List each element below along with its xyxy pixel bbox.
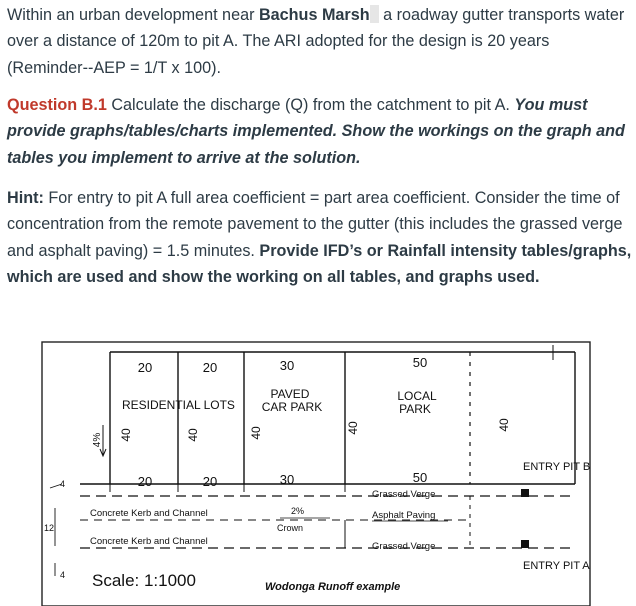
slope-left-label: 4% — [92, 432, 103, 448]
entry-pit-a-label: ENTRY PIT A — [523, 560, 590, 572]
diagram-caption: Wodonga Runoff example — [265, 581, 401, 593]
dim-bottom-3: 30 — [279, 472, 295, 487]
car-park-label: CAR PARK — [261, 400, 323, 414]
dim-bottom-2: 20 — [202, 474, 218, 489]
statement-details: a roadway gutter transports water over a distance of 120m to pit A. The ARI adopted for the design is 20 years (Reminder--AEP = 1/T x 100). — [7, 6, 625, 77]
dim-top-4: 50 — [412, 355, 428, 370]
depth-label-2: 40 — [186, 428, 200, 442]
depth-label-5: 40 — [497, 418, 511, 432]
statement-intro: Within an urban development near — [7, 6, 259, 24]
depth-label-4: 40 — [346, 421, 360, 435]
scale-label: Scale: 1:1000 — [92, 571, 196, 590]
dim-bottom-4: 50 — [412, 470, 428, 485]
hint-requirement: Provide IFD’s or Rainfall intensity tables/graphs, which are used and show the working on all tables, and graphs used. — [7, 241, 632, 287]
grade-label: 2% — [291, 506, 305, 516]
dim-bottom-1: 20 — [137, 474, 153, 489]
question-requirement: You must provide graphs/tables/charts implemented. Show the workings on the graph and tables you implement to arrive at the solution. — [7, 96, 625, 167]
question-b1 — [7, 92, 632, 171]
hint-label: Hint: — [7, 189, 44, 207]
question-label: Question B.1 — [7, 96, 107, 114]
depth-label-3: 40 — [249, 426, 263, 440]
residential-label: RESIDENTIAL LOTS — [122, 398, 235, 412]
road-width-label: 12 — [44, 523, 55, 533]
dim-top-2: 20 — [202, 360, 218, 375]
text-highlight — [370, 5, 379, 23]
hint — [7, 185, 632, 291]
entry-pit-b-label: ENTRY PIT B — [523, 461, 591, 473]
local-label: LOCAL — [397, 389, 437, 403]
dim-top-3: 30 — [279, 358, 295, 373]
grassed-verge-bottom: Grassed Verge — [372, 541, 436, 552]
location-name: Bachus Marsh — [258, 6, 370, 24]
problem-statement — [7, 2, 632, 81]
catchment-diagram — [0, 326, 636, 606]
entry-pit-a-marker — [521, 540, 529, 548]
hint-text: For entry to pit A full area coefficient = part area coefficient. Consider the time of concentration from the remote pavement to the gutter (this includes the grassed verge and asphalt paving) = 1.5 minutes. — [7, 189, 623, 260]
dim-4-top: 4 — [60, 479, 66, 489]
depth-label-1: 40 — [119, 428, 133, 442]
concrete-kerb-top: Concrete Kerb and Channel — [90, 508, 208, 519]
paved-label: PAVED — [270, 387, 310, 401]
park-label: PARK — [399, 402, 431, 416]
crown-label: Crown — [277, 523, 304, 533]
entry-pit-b-marker — [521, 489, 529, 497]
question-text: Calculate the discharge (Q) from the catchment to pit A. — [106, 96, 515, 114]
concrete-kerb-bottom: Concrete Kerb and Channel — [90, 536, 208, 547]
grassed-verge-top: Grassed Verge — [372, 489, 436, 500]
dim-top-1: 20 — [137, 360, 153, 375]
asphalt-paving: Asphalt Paving — [372, 510, 436, 521]
dim-4-bottom: 4 — [60, 570, 66, 580]
diagram-frame — [42, 342, 590, 606]
